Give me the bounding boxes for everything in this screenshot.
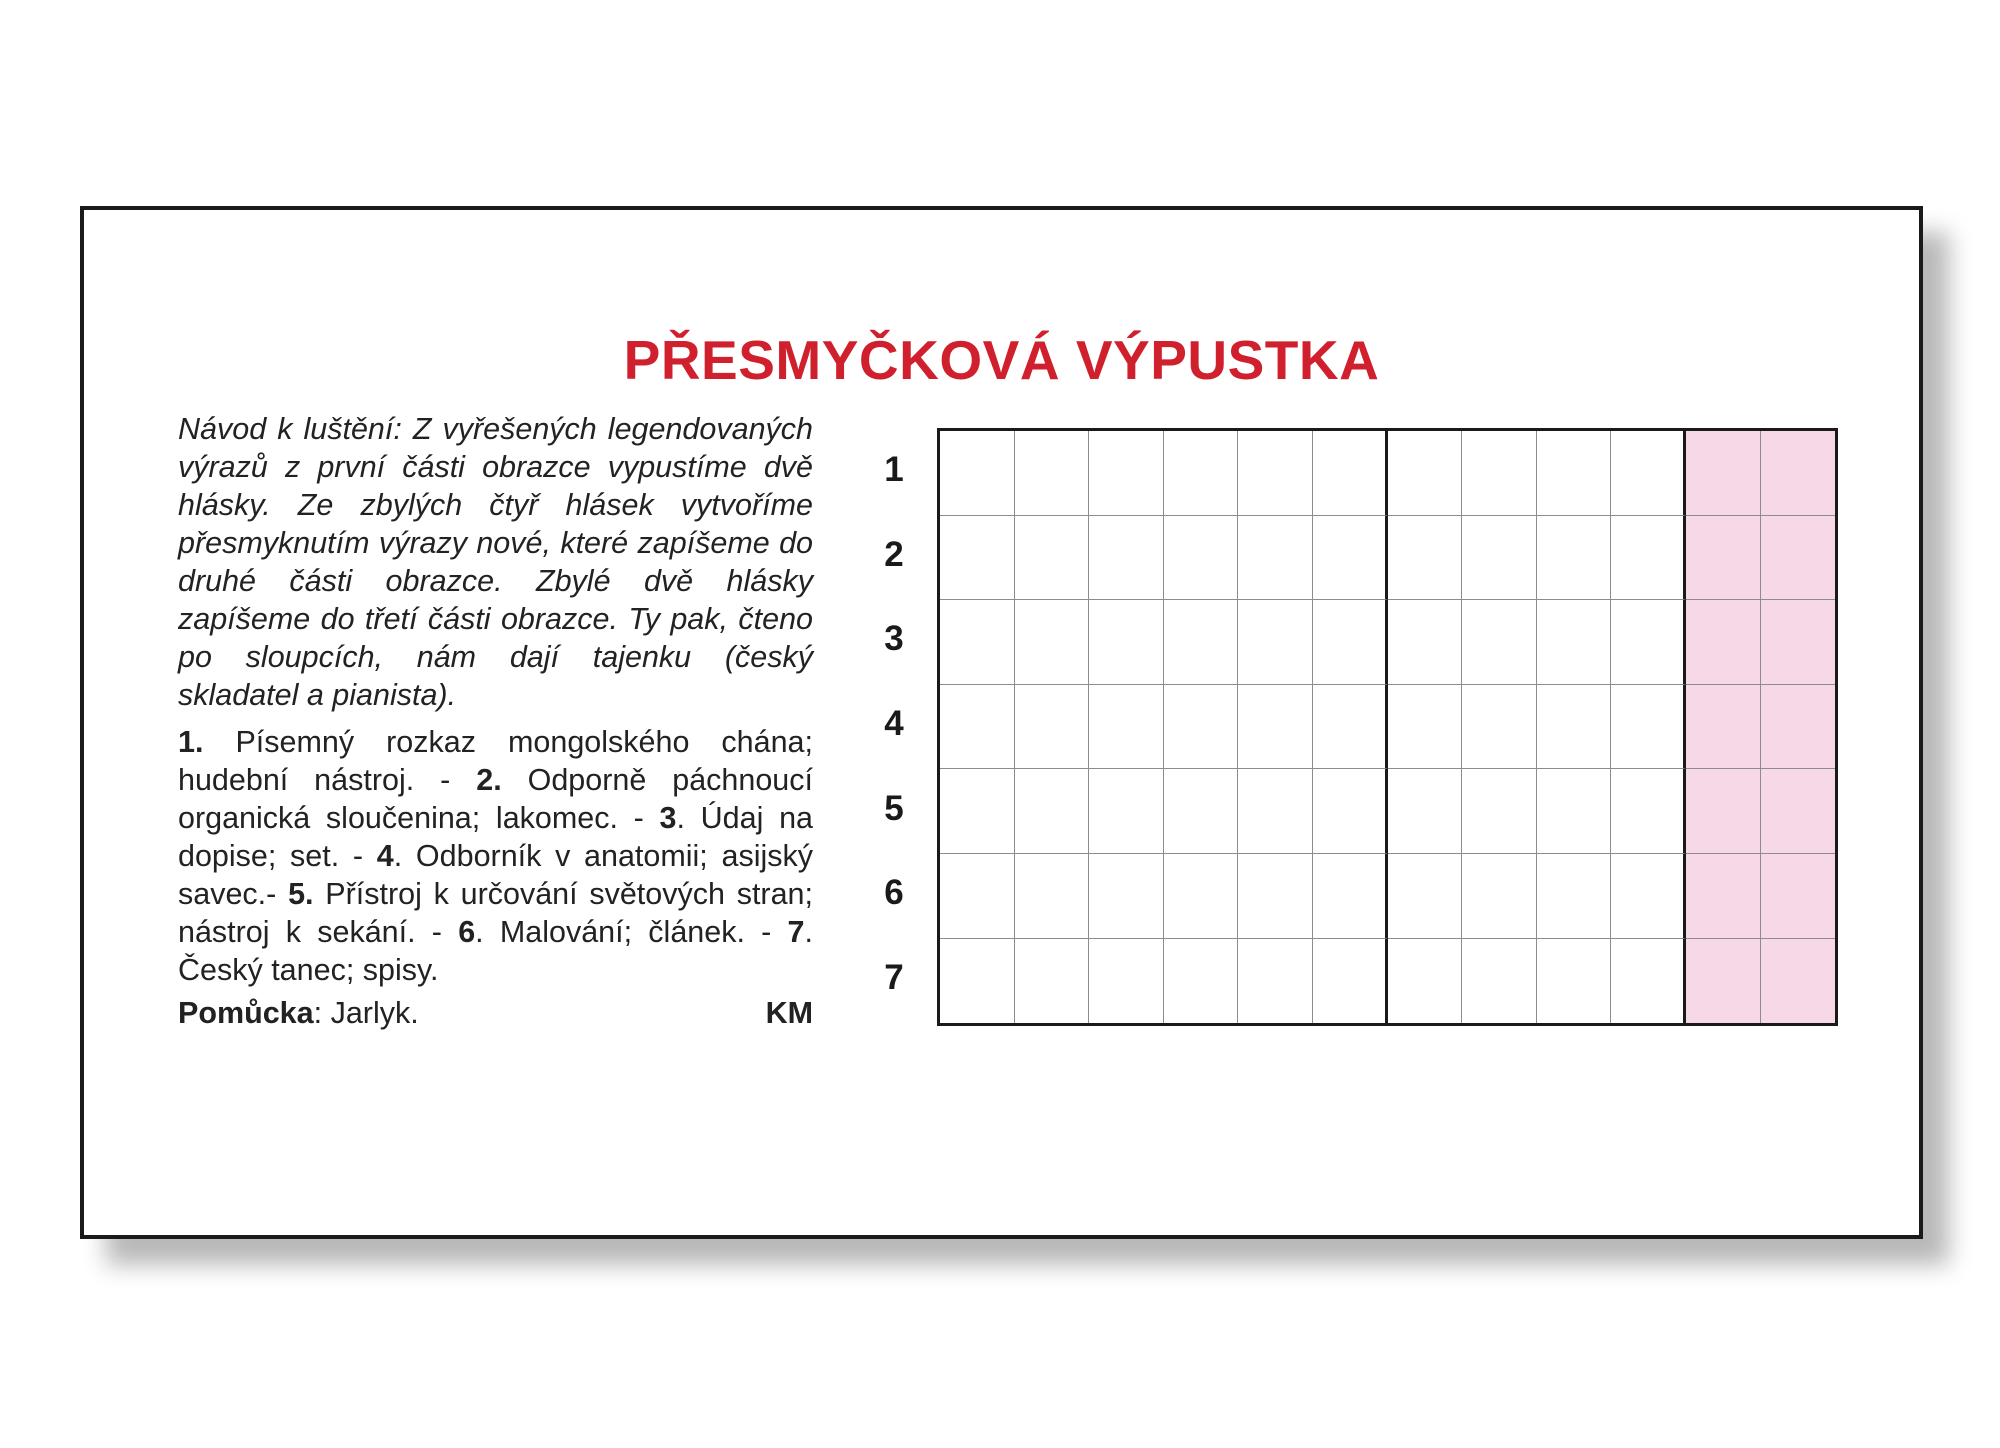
grid-cell[interactable] <box>940 769 1015 854</box>
grid-cell[interactable] <box>1462 600 1537 685</box>
grid-cell[interactable] <box>940 685 1015 770</box>
grid-cell[interactable] <box>1164 854 1239 939</box>
grid-cell[interactable] <box>1164 685 1239 770</box>
grid-cell[interactable] <box>1686 685 1761 770</box>
hint-label: Pomůcka <box>178 996 314 1030</box>
grid-cell[interactable] <box>1015 600 1090 685</box>
grid-cell[interactable] <box>1089 939 1164 1024</box>
clue-text: . Malování; článek. - <box>475 915 788 949</box>
grid-cell[interactable] <box>1537 854 1612 939</box>
grid-cell[interactable] <box>1313 431 1388 516</box>
clue-text: . Český tanec; spisy. <box>178 915 813 987</box>
grid-cell[interactable] <box>1611 685 1686 770</box>
grid-cell[interactable] <box>1761 939 1836 1024</box>
clues-text <box>178 723 813 989</box>
grid-cell[interactable] <box>1089 600 1164 685</box>
grid-cell[interactable] <box>1462 431 1537 516</box>
grid-cell[interactable] <box>1761 685 1836 770</box>
clue-number: 3 <box>659 801 677 835</box>
grid-cell[interactable] <box>1611 516 1686 601</box>
grid-cell[interactable] <box>1164 939 1239 1024</box>
grid-cell[interactable] <box>1015 769 1090 854</box>
grid-cell[interactable] <box>1462 769 1537 854</box>
grid-cell[interactable] <box>1611 939 1686 1024</box>
grid-cell[interactable] <box>1089 516 1164 601</box>
grid-cell[interactable] <box>1611 769 1686 854</box>
grid-cell[interactable] <box>1164 516 1239 601</box>
grid-cell[interactable] <box>1015 516 1090 601</box>
grid-cell[interactable] <box>1238 431 1313 516</box>
clue-number: 2. <box>476 763 502 797</box>
grid-cell[interactable] <box>1686 431 1761 516</box>
row-number: 1 <box>884 450 904 489</box>
grid-cell[interactable] <box>1238 685 1313 770</box>
grid-cell[interactable] <box>1238 516 1313 601</box>
row-number: 3 <box>884 619 904 659</box>
grid-cell[interactable] <box>1164 431 1239 516</box>
clue-text: Odporně páchnoucí organická sloučenina; lakomec. - <box>178 763 813 835</box>
grid-cell[interactable] <box>1537 600 1612 685</box>
grid-cell[interactable] <box>1686 600 1761 685</box>
grid-cell[interactable] <box>1089 769 1164 854</box>
clue-text: . Odborník v anatomii; asijský savec.- <box>178 839 813 911</box>
grid-cell[interactable] <box>1238 769 1313 854</box>
grid-cell[interactable] <box>1238 939 1313 1024</box>
grid-cell[interactable] <box>1089 685 1164 770</box>
grid-cell[interactable] <box>1313 600 1388 685</box>
clue-number: 1. <box>178 725 204 759</box>
clue-number: 6 <box>458 915 476 949</box>
grid-cell[interactable] <box>1238 854 1313 939</box>
grid-cell[interactable] <box>1313 939 1388 1024</box>
grid-cell[interactable] <box>1015 939 1090 1024</box>
grid-cell[interactable] <box>1686 769 1761 854</box>
grid-cell[interactable] <box>1015 685 1090 770</box>
row-number: 5 <box>884 788 904 828</box>
grid-cell[interactable] <box>1537 939 1612 1024</box>
grid-cell[interactable] <box>1388 600 1463 685</box>
grid-cell[interactable] <box>940 600 1015 685</box>
puzzle-card <box>80 206 1923 1239</box>
clue-text: Písemný rozkaz mongolského chána; hudební nástroj. - <box>178 725 813 797</box>
instructions-text: Návod k luštění: Z vyřešených legendovaných výrazů z první části obrazce vypustíme dvě hlásky. Ze zbylých čtyř hlásek vytvoříme přesmyknutím výrazy nové, které zapíšeme do druhé části obrazce. Zbylé dvě hlásky zapíšeme do třetí části obrazce. Ty pak, čteno po sloupcích, nám dají tajenku (český skladatel a pianista). <box>178 412 813 712</box>
clue-number: 7 <box>787 915 805 949</box>
grid-cell[interactable] <box>1164 600 1239 685</box>
grid-cell[interactable] <box>1313 854 1388 939</box>
grid-cell[interactable] <box>1015 431 1090 516</box>
grid-cell[interactable] <box>940 939 1015 1024</box>
grid-cell[interactable] <box>1537 769 1612 854</box>
grid-cell[interactable] <box>1238 600 1313 685</box>
grid-cell[interactable] <box>1388 939 1463 1024</box>
grid-cell[interactable] <box>1686 939 1761 1024</box>
grid-cell[interactable] <box>1462 685 1537 770</box>
grid-cell[interactable] <box>1313 516 1388 601</box>
clue-number: 4 <box>376 839 394 873</box>
grid-cell[interactable] <box>1089 854 1164 939</box>
grid-cell[interactable] <box>1686 516 1761 601</box>
grid-cell[interactable] <box>940 854 1015 939</box>
grid-cell[interactable] <box>1313 769 1388 854</box>
puzzle-grid <box>937 428 1838 1026</box>
grid-cell[interactable] <box>1761 431 1836 516</box>
grid-cell[interactable] <box>1462 854 1537 939</box>
row-number: 6 <box>884 873 904 913</box>
row-number: 2 <box>884 534 904 574</box>
grid-cell[interactable] <box>1462 939 1537 1024</box>
grid-cell[interactable] <box>1611 854 1686 939</box>
puzzle-title: PŘESMYČKOVÁ VÝPUSTKA <box>623 329 1380 391</box>
grid-cell[interactable] <box>1537 516 1612 601</box>
grid-cell[interactable] <box>1686 854 1761 939</box>
grid-cell[interactable] <box>1089 431 1164 516</box>
grid-cell[interactable] <box>1388 685 1463 770</box>
grid-cell[interactable] <box>1537 431 1612 516</box>
grid-cell[interactable] <box>1761 854 1836 939</box>
grid-cell[interactable] <box>1761 600 1836 685</box>
grid-cell[interactable] <box>1761 516 1836 601</box>
clue-text: Přístroj k určování světových stran; nástroj k sekání. - <box>178 877 813 949</box>
grid-cell[interactable] <box>1611 600 1686 685</box>
author-initials: KM <box>765 996 813 1030</box>
clue-text: . Údaj na dopise; set. - <box>178 801 813 873</box>
grid-cell[interactable] <box>1462 516 1537 601</box>
grid-cell[interactable] <box>1388 769 1463 854</box>
grid-cell[interactable] <box>940 431 1015 516</box>
grid-cell[interactable] <box>1761 769 1836 854</box>
grid-cell[interactable] <box>1164 769 1239 854</box>
grid-cell[interactable] <box>1015 854 1090 939</box>
grid-cell[interactable] <box>940 516 1015 601</box>
grid-cell[interactable] <box>1537 685 1612 770</box>
row-number: 4 <box>884 704 904 744</box>
grid-cell[interactable] <box>1388 431 1463 516</box>
grid-cell[interactable] <box>1388 854 1463 939</box>
row-numbers <box>864 428 924 1021</box>
grid-cell[interactable] <box>1388 516 1463 601</box>
grid-cell[interactable] <box>1611 431 1686 516</box>
grid-cell[interactable] <box>1313 685 1388 770</box>
clue-number: 5. <box>288 877 314 911</box>
row-number: 7 <box>884 958 904 998</box>
hint-text: : Jarlyk. <box>313 996 419 1030</box>
hint-line <box>178 994 813 1032</box>
